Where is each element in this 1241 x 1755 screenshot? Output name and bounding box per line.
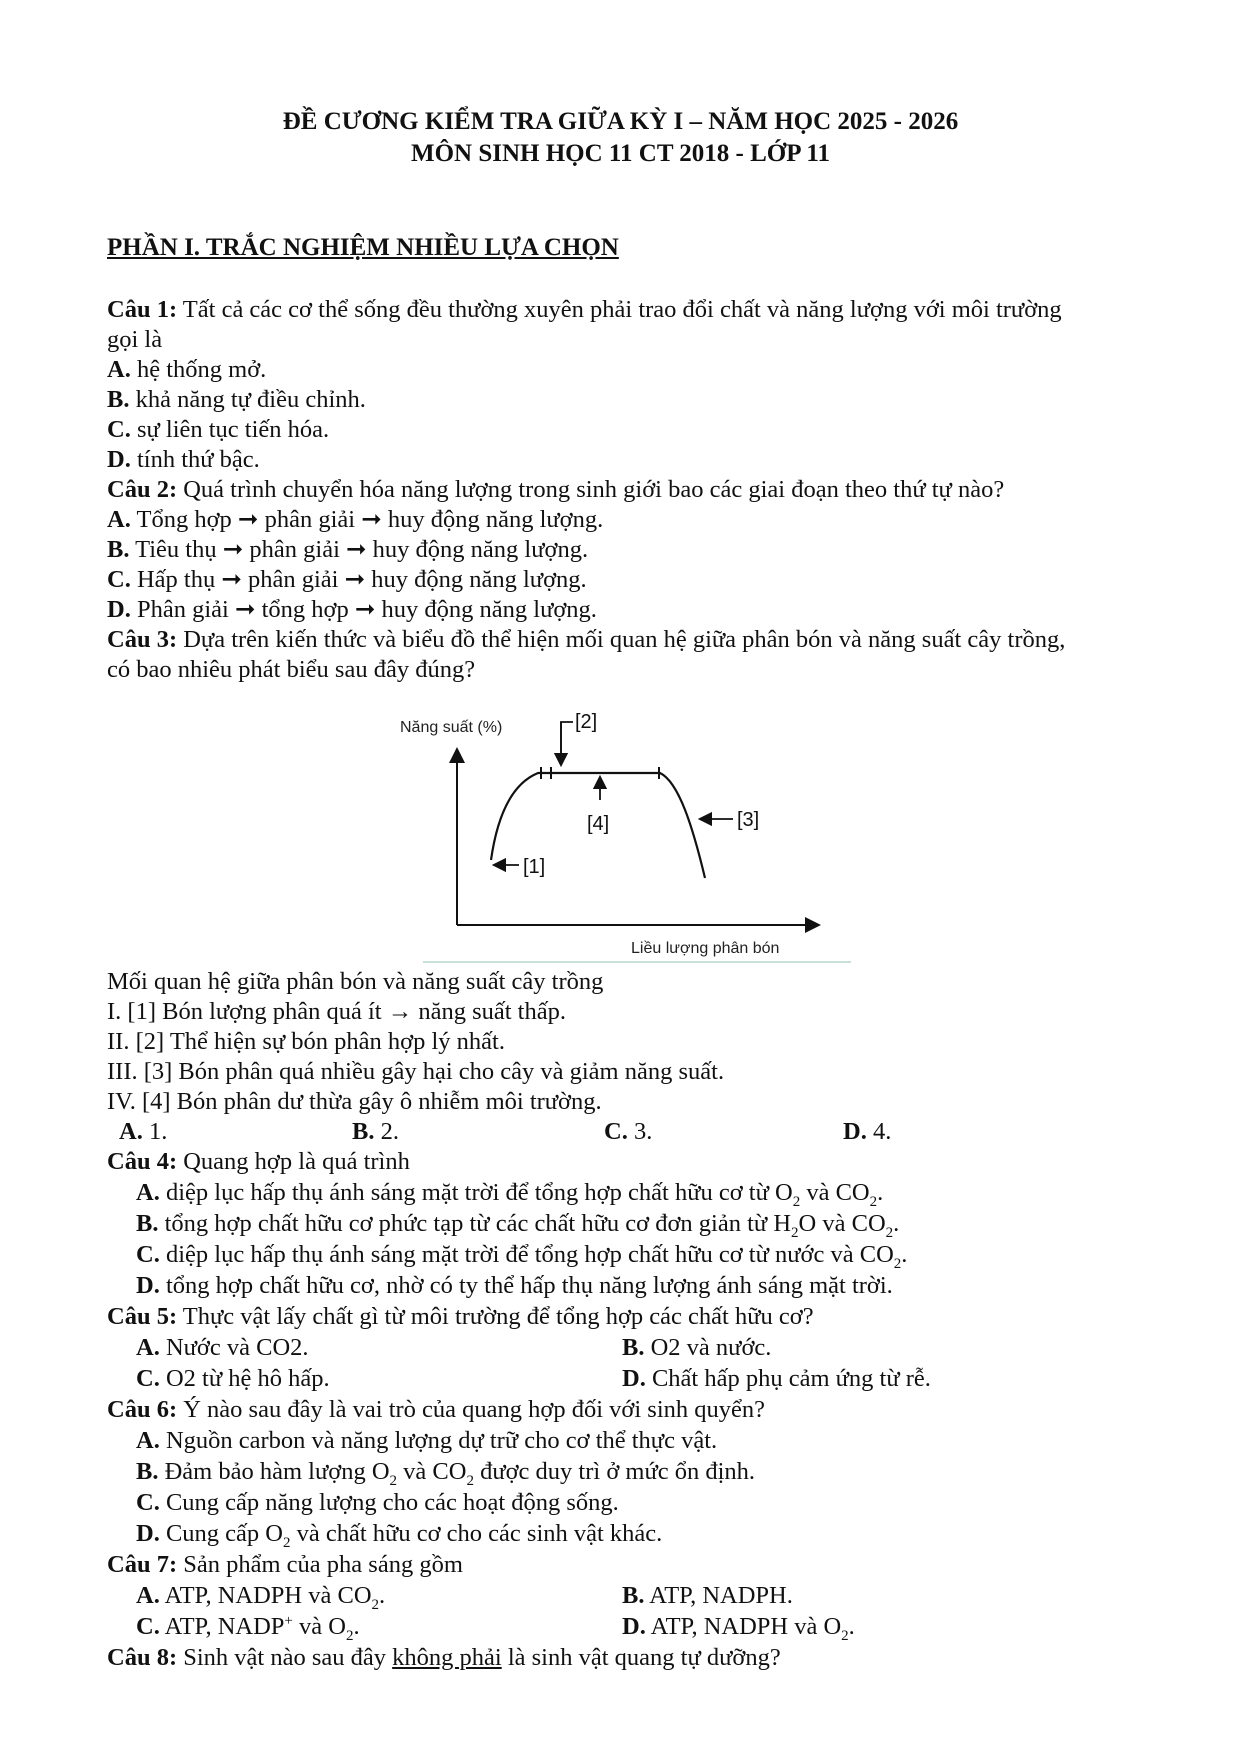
q2-option-b: B. Tiêu thụ ➞ phân giải ➞ huy động năng lượng. <box>107 536 589 563</box>
q3-option-b: B. 2. <box>352 1118 399 1145</box>
question-4: Câu 4: Quang hợp là quá trình <box>107 1148 410 1175</box>
q1-option-b: B. khả năng tự điều chỉnh. <box>107 386 366 413</box>
q1-option-d: D. tính thứ bậc. <box>107 446 260 473</box>
q6-option-a: A. Nguồn carbon và năng lượng dự trữ cho cơ thể thực vật. <box>136 1427 718 1454</box>
chart-marker-1: [1] <box>523 856 546 878</box>
q7-option-c: C. ATP, NADP+ và $O_2$. <box>136 1612 360 1644</box>
question-1: Câu 1: Tất cả các cơ thể sống đều thường xuyên phải trao đổi chất và năng lượng với môi trường <box>107 296 1062 323</box>
question-2: Câu 2: Quá trình chuyển hóa năng lượng trong sinh giới bao các giai đoạn theo thứ tự nào? <box>107 476 1005 503</box>
q2-option-c: C. Hấp thụ ➞ phân giải ➞ huy động năng lượng. <box>107 566 587 593</box>
q5-option-d: D. Chất hấp phụ cảm ứng từ rễ. <box>622 1365 931 1392</box>
q1-option-c: C. sự liên tục tiến hóa. <box>107 416 330 443</box>
q1-option-a: A. hệ thống mở. <box>107 356 267 383</box>
section-heading: PHẦN I. TRẮC NGHIỆM NHIỀU LỰA CHỌN <box>107 234 619 261</box>
question-7: Câu 7: Sản phẩm của pha sáng gồm <box>107 1551 463 1578</box>
chart-marker-2: [2] <box>575 711 598 733</box>
q4-option-b: B. tổng hợp chất hữu cơ phức tạp từ các chất hữu cơ đơn giản từ $H_2O$ và $CO_2$. <box>136 1210 900 1241</box>
question-1-cont: gọi là <box>107 326 163 353</box>
chart-marker-4: [4] <box>587 813 610 835</box>
q5-option-a: A. Nước và CO2. <box>136 1334 309 1361</box>
chart-marker-3: [3] <box>737 809 760 831</box>
question-3: Câu 3: Dựa trên kiến thức và biểu đồ thể hiện mối quan hệ giữa phân bón và năng suất cây trồng, <box>107 626 1066 653</box>
q5-option-c: C. O2 từ hệ hô hấp. <box>136 1365 330 1392</box>
q7-option-a: A. ATP, NADPH và $CO_2$. <box>136 1582 386 1613</box>
q3-statement-1: I. [1] Bón lượng phân quá ít → năng suất thấp. <box>107 998 566 1025</box>
q2-option-d: D. Phân giải ➞ tổng hợp ➞ huy động năng lượng. <box>107 596 597 623</box>
q3-option-c: C. 3. <box>604 1118 653 1145</box>
doc-subtitle: MÔN SINH HỌC 11 CT 2018 - LỚP 11 <box>410 140 831 167</box>
q5-option-b: B. O2 và nước. <box>622 1334 772 1361</box>
q3-option-d: D. 4. <box>843 1118 892 1145</box>
q2-option-a: A. Tổng hợp ➞ phân giải ➞ huy động năng lượng. <box>107 506 604 533</box>
question-8: Câu 8: Sinh vật nào sau đây không phải là sinh vật quang tự dưỡng? <box>107 1644 781 1671</box>
q4-option-a: A. diệp lục hấp thụ ánh sáng mặt trời để tổng hợp chất hữu cơ từ $O_2$ và $CO_2$. <box>136 1179 884 1210</box>
q6-option-d: D. Cung cấp $O_2$ và chất hữu cơ cho các sinh vật khác. <box>136 1520 663 1551</box>
chart-xlabel: Liều lượng phân bón <box>631 940 780 957</box>
chart-caption: Mối quan hệ giữa phân bón và năng suất cây trồng <box>107 968 604 995</box>
doc-title: ĐỀ CƯƠNG KIỂM TRA GIỮA KỲ I – NĂM HỌC 2025 - 2026 <box>282 108 959 135</box>
q6-option-b: B. Đảm bảo hàm lượng $O_2$ và $CO_2$ được duy trì ở mức ổn định. <box>136 1458 756 1489</box>
chart-ylabel: Năng suất (%) <box>400 719 503 736</box>
chart-bracket-2 <box>561 722 573 760</box>
question-5: Câu 5: Thực vật lấy chất gì từ môi trường để tổng hợp các chất hữu cơ? <box>107 1303 814 1330</box>
question-6: Câu 6: Ý nào sau đây là vai trò của quang hợp đối với sinh quyển? <box>107 1396 766 1423</box>
question-3-cont: có bao nhiêu phát biểu sau đây đúng? <box>107 656 476 683</box>
q4-option-d: D. tổng hợp chất hữu cơ, nhờ có ty thể hấp thụ năng lượng ánh sáng mặt trời. <box>136 1272 893 1299</box>
q3-statement-4: IV. [4] Bón phân dư thừa gây ô nhiễm môi trường. <box>107 1088 602 1115</box>
q4-option-c: C. diệp lục hấp thụ ánh sáng mặt trời để tổng hợp chất hữu cơ từ nước và $CO_2$. <box>136 1241 908 1272</box>
q6-option-c: C. Cung cấp năng lượng cho các hoạt động sống. <box>136 1489 619 1516</box>
q3-statement-3: III. [3] Bón phân quá nhiều gây hại cho cây và giảm năng suất. <box>107 1058 725 1085</box>
fertilizer-yield-chart <box>383 700 853 965</box>
q3-option-a: A. 1. <box>119 1118 168 1145</box>
q7-option-b: B. ATP, NADPH. <box>622 1582 793 1609</box>
q7-option-d: D. ATP, NADPH và $O_2$. <box>622 1613 855 1644</box>
q3-statement-2: II. [2] Thể hiện sự bón phân hợp lý nhất. <box>107 1028 505 1055</box>
